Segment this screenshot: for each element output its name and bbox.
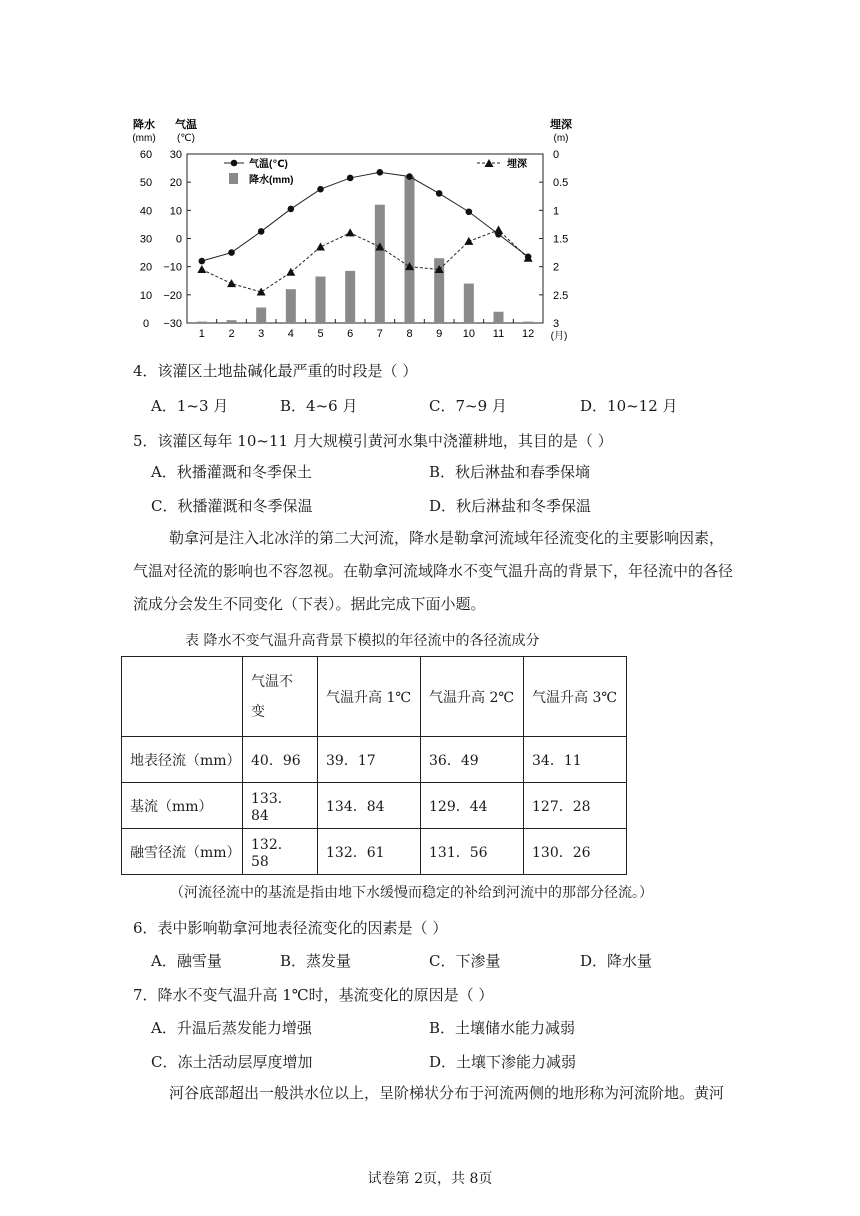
table-cell: 132．58 [243, 829, 318, 875]
depth-series [197, 226, 532, 296]
precip-tick-label: 0 [142, 318, 150, 330]
question-5-option-a[interactable]: A．秋播灌溉和冬季保土 [151, 463, 312, 481]
temp-point [288, 206, 295, 213]
table-header-plus-2: 气温升高 2℃ [421, 657, 524, 737]
month-tick-label: 4 [287, 328, 294, 340]
temp-point [406, 173, 413, 180]
runoff-table [121, 656, 627, 875]
precip-bar [375, 205, 385, 323]
climate-chart [128, 115, 578, 347]
table-cell: 131．56 [421, 829, 524, 875]
month-tick-label: 11 [492, 328, 505, 340]
depth-axis-title: 埋深 [550, 119, 572, 131]
temp-point [436, 190, 443, 197]
precip-bar [523, 322, 533, 323]
precip-tick-label: 60 [139, 149, 153, 161]
temp-tick-label: 10 [169, 205, 182, 218]
question-5-stem: 5．该灌区每年 10~11 月大规模引黄河水集中浇灌耕地，其目的是（ ） [133, 432, 613, 450]
table-cell: 40．96 [243, 737, 318, 783]
table-header-row [122, 657, 627, 737]
temp-point [228, 249, 235, 256]
precip-bar [286, 289, 296, 323]
question-4-option-d[interactable]: D．10~12 月 [580, 397, 678, 415]
plot-frame [187, 154, 543, 323]
precip-bar [256, 308, 266, 323]
month-tick-label: 2 [228, 328, 235, 340]
temp-point [258, 228, 265, 235]
depth-axis-unit: (m) [553, 133, 569, 144]
table-cell: 36．49 [421, 737, 524, 783]
precip-tick-label: 20 [139, 261, 153, 274]
question-5-option-c[interactable]: C．秋播灌溉和冬季保温 [151, 497, 313, 515]
precip-bar [494, 312, 504, 323]
temp-point [317, 186, 324, 193]
table-cell: 34．11 [524, 737, 627, 783]
row-label: 地表径流（mm） [122, 737, 243, 783]
depth-point [346, 228, 355, 236]
passage-line-2: 气温对径流的影响也不容忽视。在勒拿河流域降水不变气温升高的背景下，年径流中的各径 [133, 562, 734, 580]
precip-bar [316, 277, 326, 323]
table-cell: 130．26 [524, 829, 627, 875]
passage-terrace [133, 1077, 738, 1110]
month-tick-label: 8 [406, 328, 413, 340]
table-caption: 表 降水不变气温升高背景下模拟的年径流中的各径流成分 [185, 633, 540, 649]
month-tick-label: 3 [258, 328, 265, 340]
table-header-plus-3: 气温升高 3℃ [524, 657, 627, 737]
depth-point [286, 268, 295, 276]
month-tick-label: 7 [376, 328, 383, 340]
passage-line-3: 流成分会发生不同变化（下表）。据此完成下面小题。 [133, 595, 486, 613]
precip-axis-title: 降水 [133, 119, 155, 131]
question-7-option-d[interactable]: D．土壤下渗能力减弱 [429, 1053, 577, 1071]
temp-point [466, 208, 473, 215]
question-6-option-a[interactable]: A．融雪量 [151, 952, 222, 970]
table-cell: 127．28 [524, 783, 627, 829]
table-row [122, 829, 627, 875]
temp-tick-label: 0 [175, 233, 182, 246]
table-cell: 132．61 [318, 829, 421, 875]
temp-tick-label: −10 [163, 261, 182, 274]
legend-precip-swatch [229, 173, 238, 184]
precip-tick-label: 30 [139, 233, 153, 246]
precip-axis-unit: (mm) [132, 133, 156, 144]
precip-bar [405, 177, 415, 323]
legend-temp-marker [231, 160, 238, 167]
month-tick-label: 12 [522, 328, 535, 340]
passage-line-1: 勒拿河是注入北冰洋的第二大河流，降水是勒拿河流域年径流变化的主要影响因素， [169, 529, 725, 547]
temp-tick-label: 30 [169, 149, 182, 161]
table-cell: 129．44 [421, 783, 524, 829]
depth-point [197, 265, 206, 273]
table-header-no-change: 气温不 变 [243, 657, 318, 737]
temp-point [199, 258, 206, 265]
precip-bars [197, 177, 533, 323]
table-cell: 133．84 [243, 783, 318, 829]
question-4-option-b[interactable]: B．4~6 月 [280, 397, 358, 415]
depth-point [464, 237, 473, 245]
precip-bar [197, 322, 207, 323]
question-7-option-b[interactable]: B．土壤储水能力减弱 [429, 1019, 576, 1037]
table-header-plus-1: 气温升高 1℃ [318, 657, 421, 737]
month-tick-label: 10 [462, 328, 475, 340]
legend-temp-label: 气温(℃) [249, 159, 288, 170]
table-header-empty [122, 657, 243, 737]
month-tick-label: 6 [347, 328, 354, 340]
question-4-stem: 4．该灌区土地盐碱化最严重的时段是（ ） [133, 362, 418, 380]
depth-tick-label: 2.5 [553, 289, 569, 302]
question-4-option-c[interactable]: C．7~9 月 [429, 397, 507, 415]
precip-bar [464, 284, 474, 323]
precip-bar [227, 320, 237, 323]
temp-tick-label: −20 [163, 289, 182, 302]
page-footer: 试卷第 2页，共 8页 [367, 1171, 493, 1187]
temp-point [377, 169, 384, 176]
table-row [122, 783, 627, 829]
legend-depth-label: 埋深 [507, 159, 527, 170]
depth-point [494, 226, 503, 234]
question-7-option-a[interactable]: A．升温后蒸发能力增强 [151, 1019, 312, 1037]
month-tick-labels [199, 319, 543, 340]
legend-precip-label: 降水(mm) [249, 175, 294, 186]
table-cell: 39．17 [318, 737, 421, 783]
depth-tick-label: 0.5 [553, 177, 569, 190]
temp-tick-label: −30 [163, 318, 182, 330]
question-6-stem: 6．表中影响勒拿河地表径流变化的因素是（ ） [133, 919, 448, 937]
passage2-line-1: 河谷底部超出一般洪水位以上，呈阶梯状分布于河流两侧的地形称为河流阶地。黄河 [169, 1084, 725, 1102]
question-6-option-c[interactable]: C．下渗量 [429, 952, 501, 970]
temp-tick-label: 20 [169, 177, 182, 190]
temp-axis-title: 气温 [175, 119, 197, 131]
depth-tick-label: 2 [553, 261, 560, 274]
temp-axis-unit: (℃) [177, 133, 195, 144]
question-6-option-b[interactable]: B．蒸发量 [280, 952, 352, 970]
question-7-option-c[interactable]: C．冻土活动层厚度增加 [151, 1053, 313, 1071]
month-tick-label: 1 [198, 328, 205, 340]
depth-point [316, 242, 325, 250]
depth-tick-label: 3 [553, 318, 560, 330]
question-5-option-d[interactable]: D．秋后淋盐和冬季保温 [429, 497, 592, 515]
table-note: （河流径流中的基流是指由地下水缓慢而稳定的补给到河流中的那部分径流。） [170, 885, 653, 901]
question-7-stem: 7．降水不变气温升高 1℃时，基流变化的原因是（ ） [133, 986, 494, 1004]
question-5-option-b[interactable]: B．秋后淋盐和春季保墒 [429, 463, 591, 481]
month-tick-label: 9 [436, 328, 443, 340]
precip-tick-label: 40 [139, 205, 153, 218]
table-row [122, 737, 627, 783]
precip-bar [345, 271, 355, 323]
row-label: 融雪径流（mm） [122, 829, 243, 875]
depth-tick-label: 1 [553, 205, 560, 218]
question-6-option-d[interactable]: D．降水量 [580, 952, 653, 970]
row-label: 基流（mm） [122, 783, 243, 829]
precip-tick-labels [140, 149, 152, 330]
question-4-option-a[interactable]: A．1~3 月 [151, 397, 229, 415]
temp-point [347, 175, 354, 182]
table-cell: 134．84 [318, 783, 421, 829]
depth-tick-label: 1.5 [553, 233, 569, 246]
month-tick-label: 5 [317, 328, 324, 340]
precip-tick-label: 50 [139, 177, 153, 190]
legend [224, 157, 527, 186]
depth-tick-label: 0 [553, 149, 560, 161]
x-unit-label: (月) [550, 331, 568, 342]
precip-tick-label: 10 [139, 289, 153, 302]
passage-lena [133, 522, 738, 621]
depth-point [227, 279, 236, 287]
